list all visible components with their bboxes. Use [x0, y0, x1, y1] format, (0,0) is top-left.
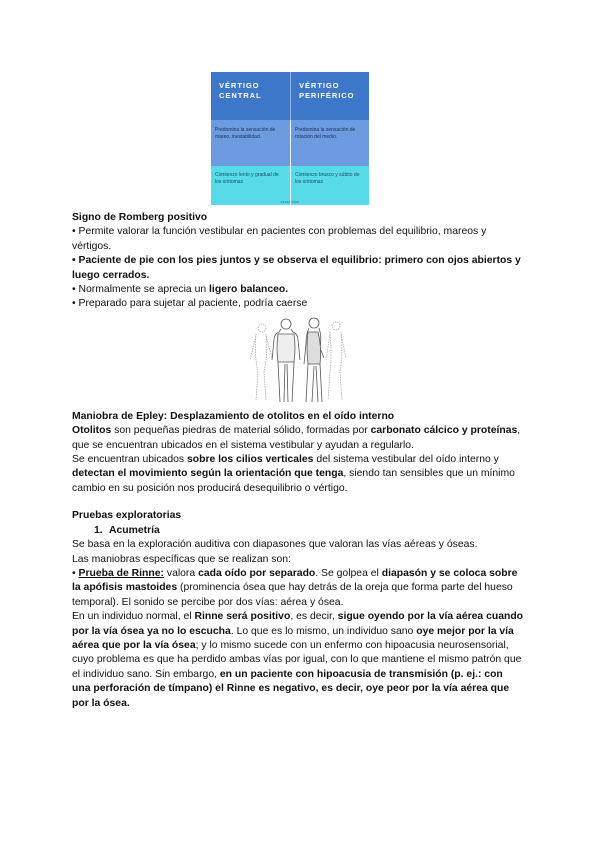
vertigo-comparison-table: [211, 72, 369, 205]
romberg-illustration: [72, 314, 524, 406]
epley-paragraph-2: Se encuentran ubicados sobre los cilios verticales del sistema vestibular del oído interno y detectan el movimiento según la orientación que tenga, siendo tan sensibles que un mínimo cambio en su posición nos producirá desequilibrio o vértigo.: [72, 454, 515, 494]
header-vertigo-central: VÉRTIGO CENTRAL: [211, 72, 290, 120]
romberg-title: Signo de Romberg positivo: [72, 212, 208, 223]
romberg-bullet-4: • Preparado para sujetar al paciente, podría caerse: [72, 298, 308, 310]
epley-paragraph-1: Otolitos son pequeñas piedras de material sólido, formadas por carbonato cálcico y proteínas, que se encuentran ubicados en el sistema vestibular y ayudan a regularlo.: [72, 425, 521, 451]
pruebas-intro-2: Las maniobras específicas que se realizan son:: [72, 553, 291, 565]
document-body: [72, 211, 524, 711]
cell-central-sensation: Predomina la sensación de mareo, inestabilidad.: [211, 120, 290, 166]
cell-central-onset: Comienzo lento y gradual de los síntomas: [211, 166, 290, 205]
pruebas-title: Pruebas exploratorias: [72, 510, 182, 522]
romberg-bullet-2: • Paciente de pie con los pies juntos y se observa el equilibrio: primero con ojos abiertos y luego cerrados.: [72, 255, 521, 281]
table-source-caption: xxxxx.com: [280, 200, 300, 204]
rinne-paragraph: • Prueba de Rinne: valora cada oído por separado. Se golpea el diapasón y se coloca sobre la apófisis mastoides (prominencia ósea que hay detrás de la oreja que forma parte del hueso temporal). El sonido se percibe por dos vías: aérea y ósea.: [72, 567, 518, 608]
list-item-acumetria: 1. Acumetría: [94, 524, 160, 536]
romberg-bullet-3: • Normalmente se aprecia un ligero balanceo.: [72, 284, 289, 296]
rinne-normal-paragraph: En un individuo normal, el Rinne será positivo, es decir, sigue oyendo por la vía aérea cuando por la vía ósea ya no lo escucha. Lo que es lo mismo, un individuo sano oye mejor por la vía aérea que por la vía ósea; y lo mismo sucede con un enfermo con hipoacusia neurosensorial, cuyo problema es que ha perdido ambas vías por igual, con lo que mantiene el mismo patrón que el individuo sano. Sin embargo, en un paciente con hipoacusia de transmisión (p. ej.: con una perforación de tímpano) el Rinne es negativo, es decir, oye peor por la vía aérea que por la ósea.: [72, 611, 524, 709]
romberg-figure-image: [248, 314, 348, 406]
romberg-bullet-1: • Permite valorar la función vestibular en pacientes con problemas del equilibrio, mareos y vértigos.: [72, 226, 487, 252]
epley-title: Maniobra de Epley: Desplazamiento de otolitos en el oído interno: [72, 410, 395, 422]
cell-peripheral-sensation: Predomina la sensación de rotación del medio.: [290, 120, 369, 166]
cell-peripheral-onset: Comienzo brusco y súbito de los síntomas: [290, 166, 369, 205]
pruebas-intro-1: Se basa en la exploración auditiva con diapasones que valoran las vías aéreas y óseas.: [72, 539, 478, 551]
header-vertigo-peripheral: VÉRTIGO PERIFÉRICO: [290, 72, 369, 120]
